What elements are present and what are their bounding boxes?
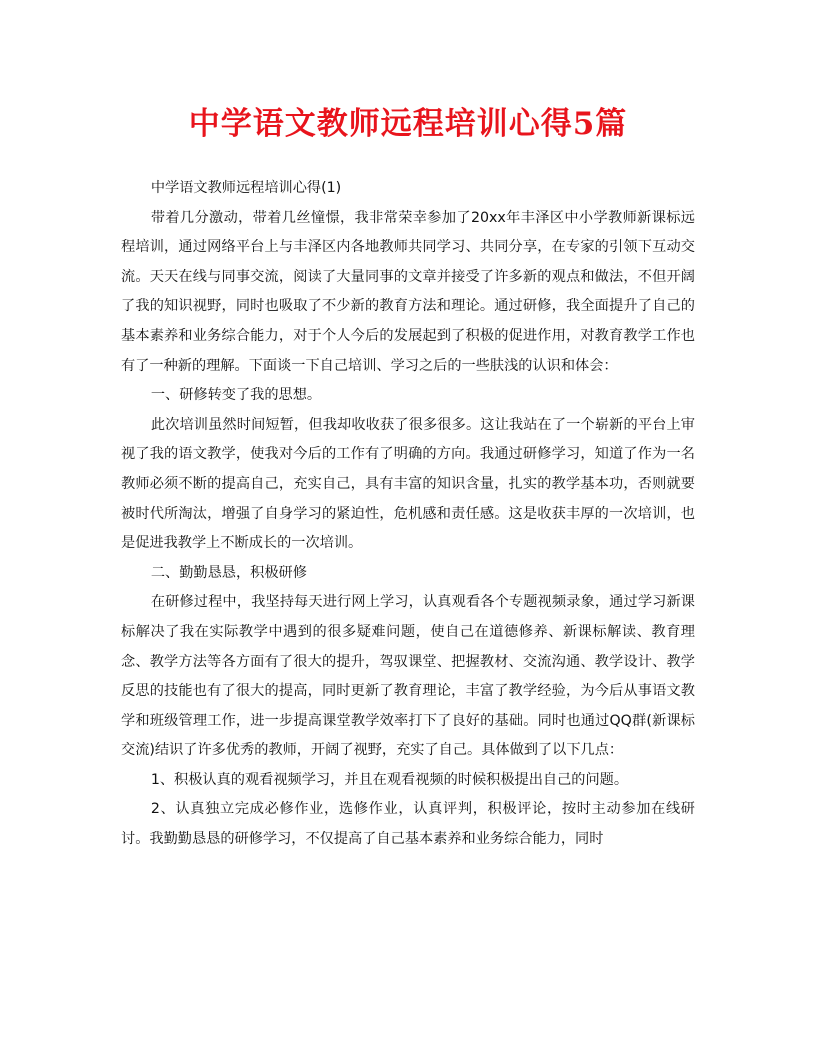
paragraph: 此次培训虽然时间短暂，但我却收收获了很多很多。这让我站在了一个崭新的平台上审视了我的语文教学，使我对今后的工作有了明确的方向。我通过研修学习，知道了作为一名教师必须不断的提高自己，充实自己，具有丰富的知识含量，扎实的教学基本功，否则就要被时代所淘汰，增强了自身学习的紧迫性，危机感和责任感。这是收获丰厚的一次培训，也是促进我教学上不断成长的一次培训。 [121, 416, 695, 552]
list-item: 1、积极认真的观看视频学习，并且在观看视频的时候积极提出自己的问题。 [150, 771, 629, 788]
list-item: 2、认真独立完成必修作业，选修作业，认真评判，积极评论，按时主动参加在线研讨。我勤勤恳恳的研修学习，不仅提高了自己基本素养和业务综合能力，同时 [121, 801, 695, 848]
document-title: 中学语文教师远程培训心得5篇 [188, 106, 628, 142]
section-heading: 二、勤勤恳恳，积极研修 [150, 564, 307, 581]
paragraph: 带着几分激动，带着几丝憧憬，我非常荣幸参加了20xx年丰泽区中小学教师新课标远程培训，通过网络平台上与丰泽区内各地教师共同学习、共同分享，在专家的引领下互动交流。天天在线与同事交流，阅读了大量同事的文章并接受了许多新的观点和做法，不但开阔了我的知识视野，同时也吸取了不少新的教育方法和理论。通过研修，我全面提升了自己的基本素养和业务综合能力，对于个人今后的发展起到了积极的促进作用，对教育教学工作也有了一种新的理解。下面谈一下自己培训、学习之后的一些肤浅的认识和体会： [121, 209, 695, 374]
section-heading: 一、研修转变了我的思想。 [150, 387, 322, 404]
section-heading: 中学语文教师远程培训心得(1) [150, 180, 342, 196]
paragraph: 在研修过程中，我坚持每天进行网上学习，认真观看各个专题视频录象，通过学习新课标解决了我在实际教学中遇到的很多疑难问题，使自己在道德修养、新课标解读、教育理念、教学方法等各方面有了很大的提升，驾驭课堂、把握教材、交流沟通、教学设计、教学反思的技能也有了很大的提高，同时更新了教育理论，丰富了教学经验，为今后从事语文教学和班级管理工作，进一步提高课堂教学效率打下了良好的基础。同时也通过QQ群(新课标交流)结识了许多优秀的教师，开阔了视野，充实了自己。具体做到了以下几点： [121, 594, 695, 759]
document-body [121, 174, 695, 855]
